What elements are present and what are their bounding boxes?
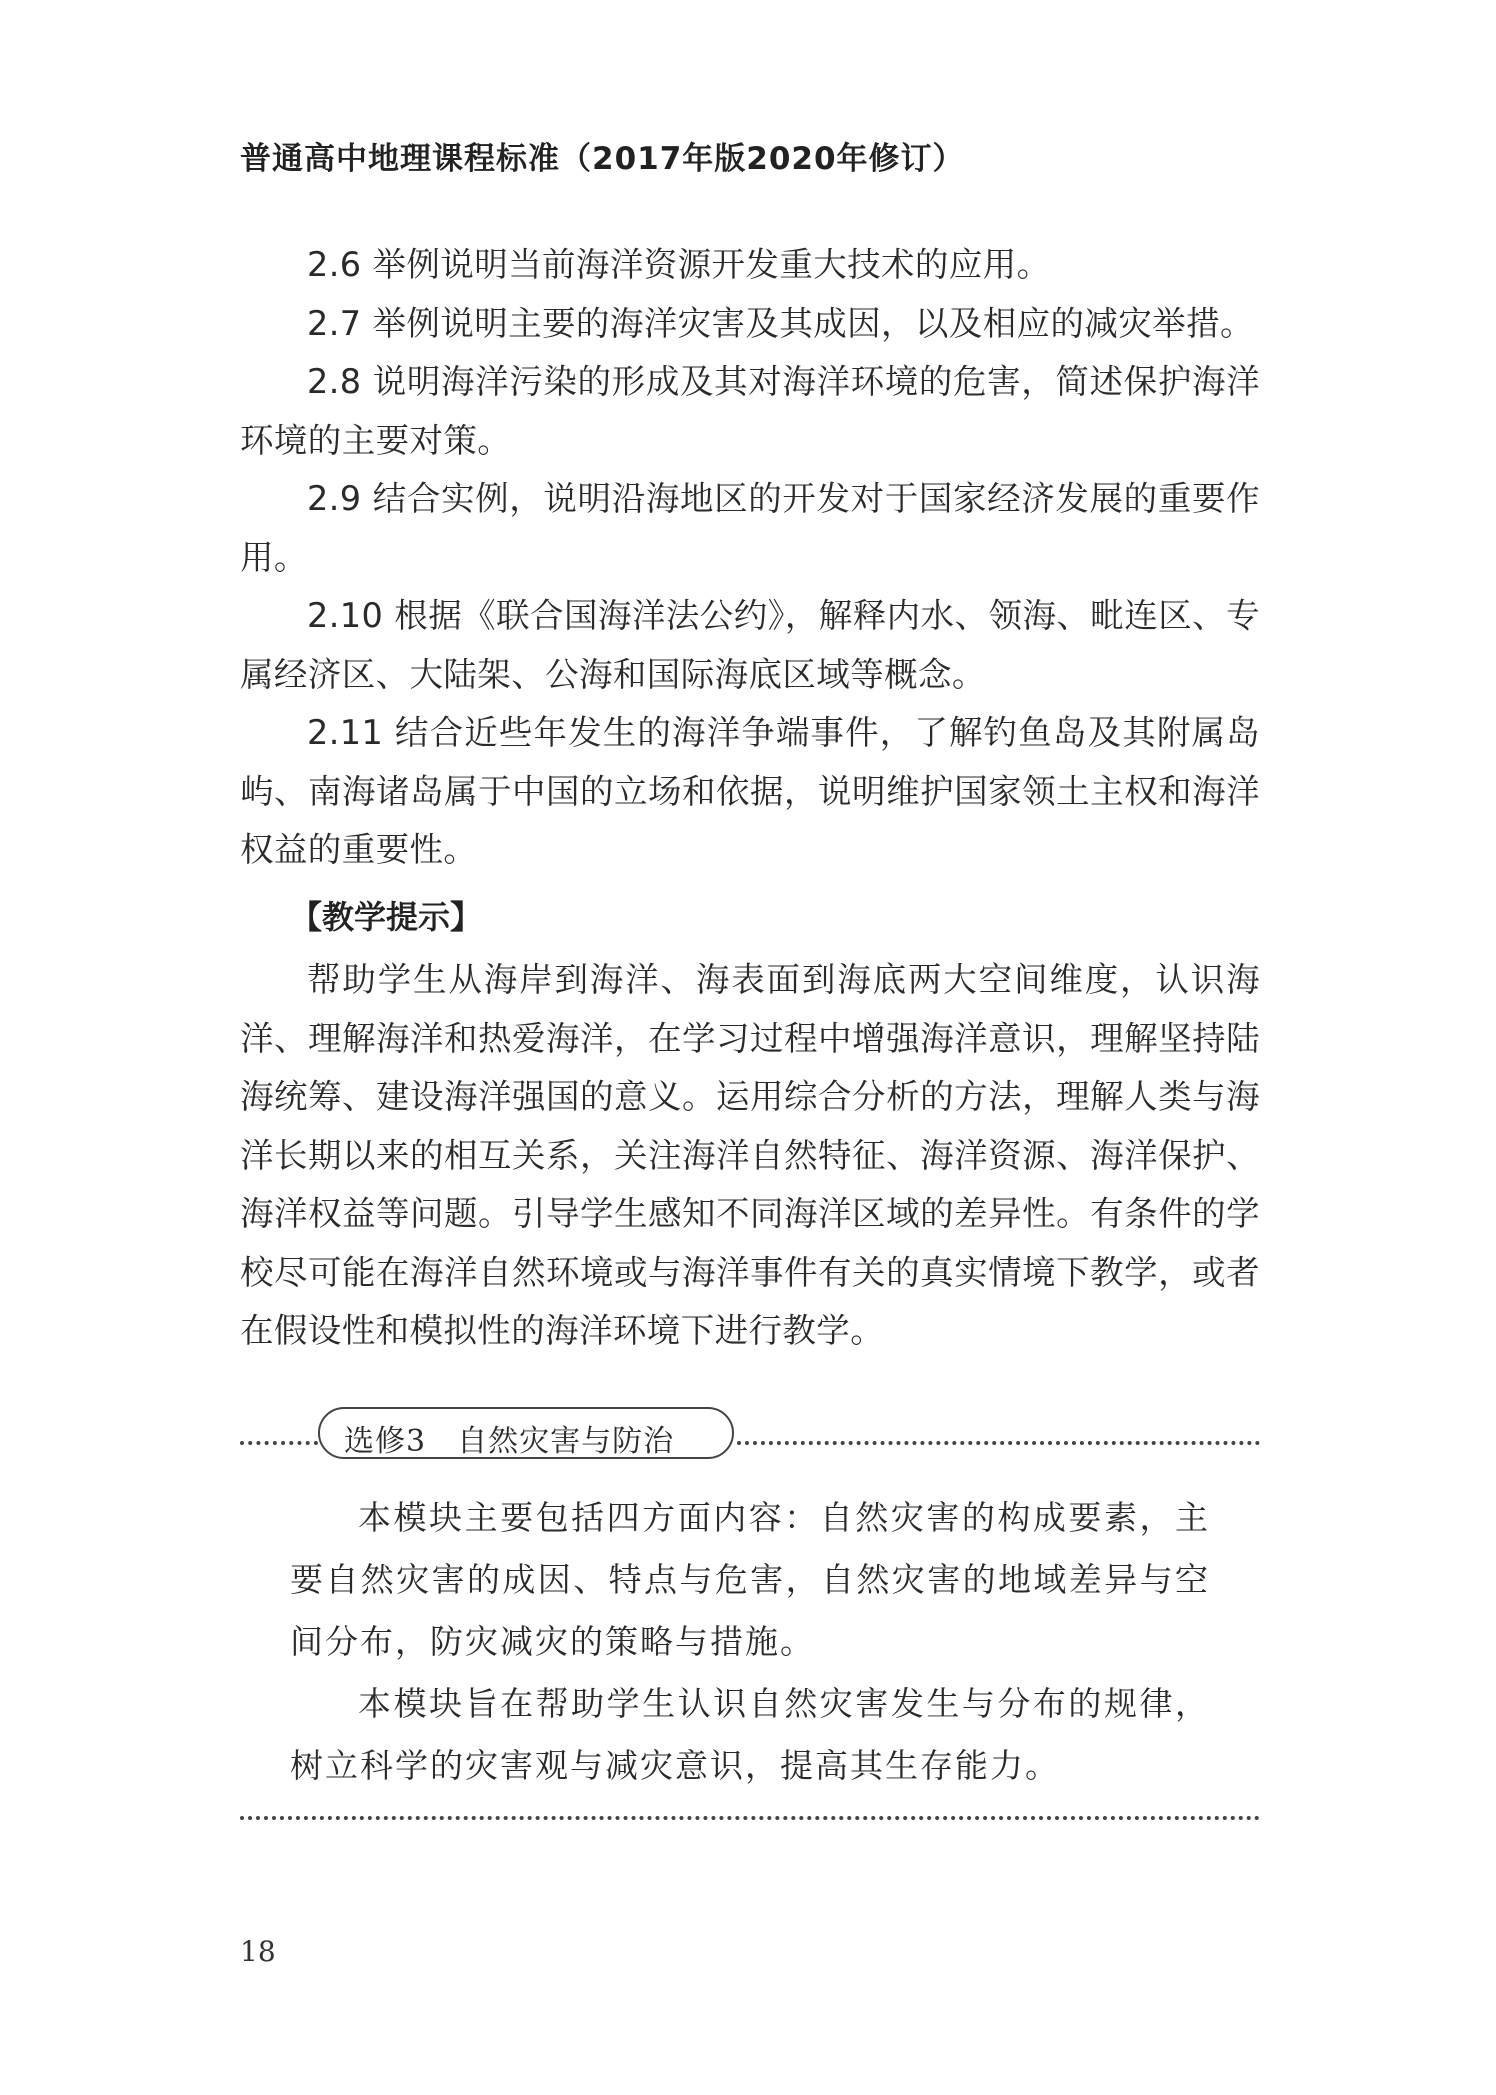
- standard-item: 2.7 举例说明主要的海洋灾害及其成因，以及相应的减灾举措。: [307, 303, 1254, 343]
- module-intro: [290, 1487, 1210, 1797]
- standard-item: 2.8 说明海洋污染的形成及其对海洋环境的危害，简述保护海洋环境的主要对策。: [240, 362, 1260, 460]
- page-number: 18: [240, 1935, 276, 1968]
- module-title-bar: [240, 1407, 1260, 1463]
- teaching-tips-body: [240, 951, 1260, 1361]
- dotted-rule-bottom: [240, 1816, 1260, 1820]
- teaching-tips-paragraph: 帮助学生从海岸到海洋、海表面到海底两大空间维度，认识海洋、理解海洋和热爱海洋，在学习过程中增强海洋意识，理解坚持陆海统筹、建设海洋强国的意义。运用综合分析的方法，理解人类与海洋长期以来的相互关系，关注海洋自然特征、海洋资源、海洋保护、海洋权益等问题。引导学生感知不同海洋区域的差异性。有条件的学校尽可能在海洋自然环境或与海洋事件有关的真实情境下教学，或者在假设性和模拟性的海洋环境下进行教学。: [240, 960, 1260, 1350]
- standard-item: 2.11 结合近些年发生的海洋争端事件，了解钓鱼岛及其附属岛屿、南海诸岛属于中国的立场和依据，说明维护国家领土主权和海洋权益的重要性。: [240, 713, 1260, 869]
- standard-item: 2.10 根据《联合国海洋法公约》，解释内水、领海、毗连区、专属经济区、大陆架、公海和国际海底区域等概念。: [240, 596, 1260, 694]
- dotted-rule-right: [737, 1441, 1260, 1445]
- module-title: 选修3 自然灾害与防治: [344, 1424, 675, 1459]
- running-header: 普通高中地理课程标准（2017年版2020年修订）: [240, 141, 965, 177]
- standard-item: 2.9 结合实例，说明沿海地区的开发对于国家经济发展的重要作用。: [240, 479, 1260, 577]
- teaching-tips-heading: 【教学提示】: [290, 898, 483, 936]
- module-title-pill: [318, 1407, 734, 1459]
- standard-item: 2.6 举例说明当前海洋资源开发重大技术的应用。: [307, 245, 1051, 284]
- module-intro-paragraph: 本模块主要包括四方面内容：自然灾害的构成要素，主要自然灾害的成因、特点与危害，自然灾害的地域差异与空间分布，防灾减灾的策略与措施。: [290, 1498, 1210, 1661]
- module-intro-paragraph: 本模块旨在帮助学生认识自然灾害发生与分布的规律，树立科学的灾害观与减灾意识，提高其生存能力。: [290, 1684, 1210, 1785]
- content-standards: [240, 236, 1260, 880]
- dotted-rule-left: [240, 1441, 318, 1445]
